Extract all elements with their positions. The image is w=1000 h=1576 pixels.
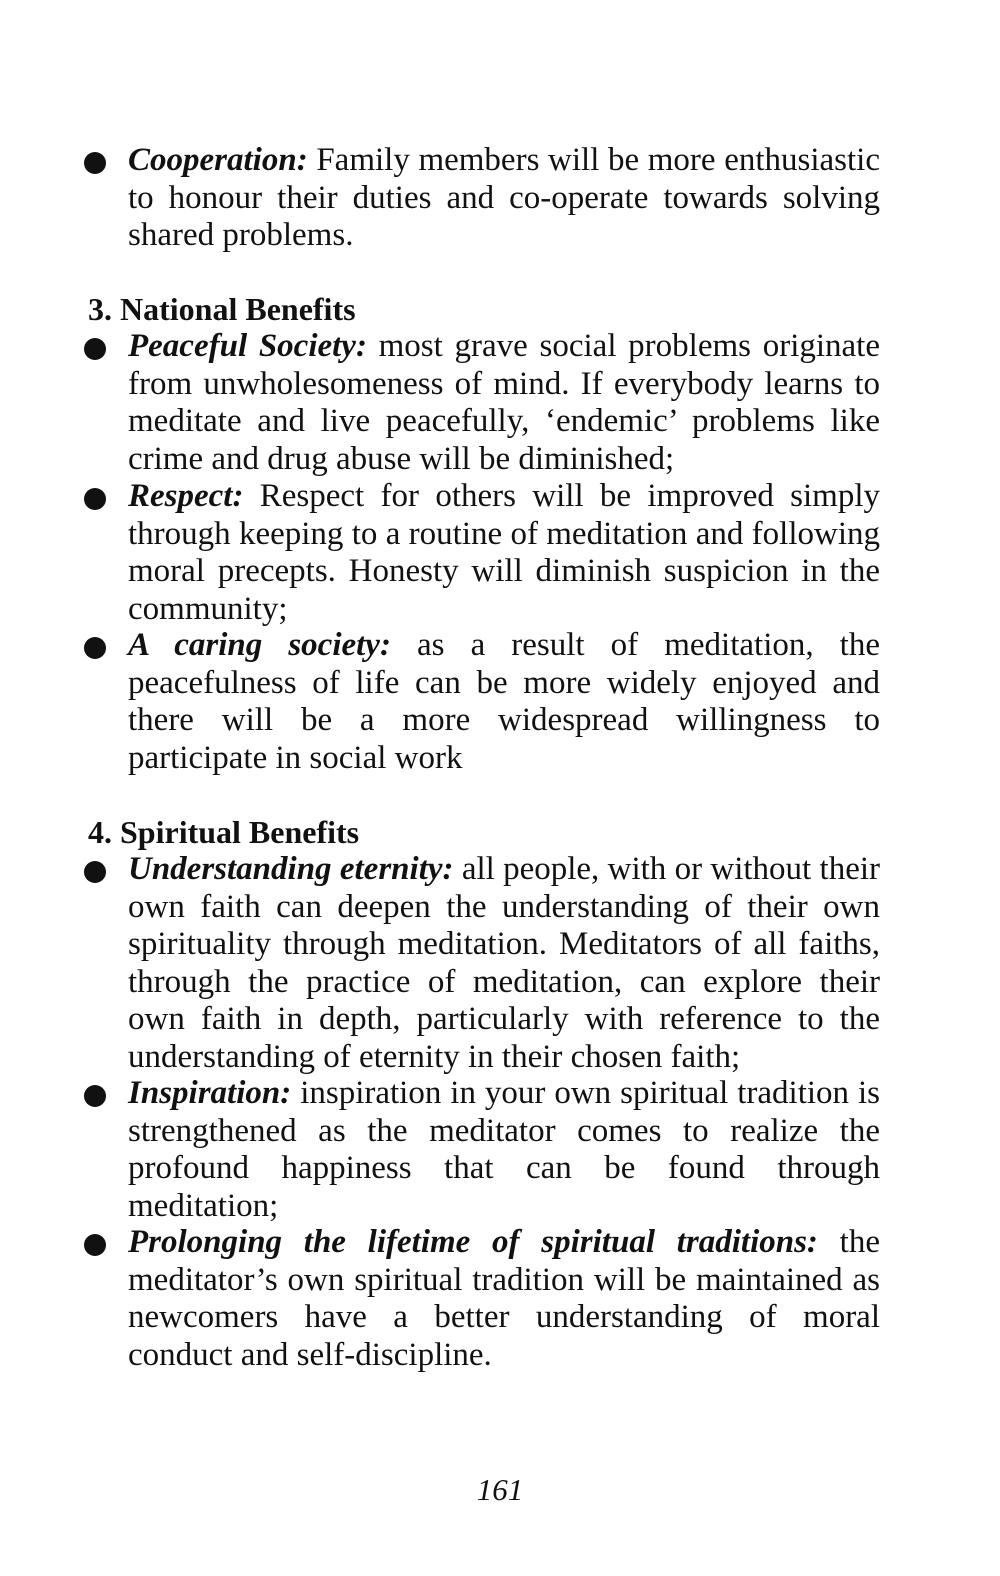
bullet-term: A caring society: — [128, 627, 418, 663]
bullet-term: Respect: — [128, 478, 260, 514]
bullet-respect — [128, 478, 880, 628]
bullet-caring-society — [128, 627, 880, 777]
bullet-term: Cooperation: — [128, 142, 317, 178]
bullet-dot — [84, 338, 106, 360]
bullet-term: Prolonging the lifetime of spiritual traditions: — [128, 1224, 840, 1260]
bullet-term: Understanding eternity: — [128, 851, 462, 887]
bullet-text: the meditator’s own spiritual tradition will be maintained as newcomers have a better understanding of moral conduct and self-discipline. — [128, 1224, 880, 1373]
page-number: 161 — [476, 1472, 524, 1507]
bullet-text: as a result of meditation, the peacefulness of life can be more widely enjoyed and there will be a more widespread willingness to participate in social work — [128, 627, 880, 776]
bullet-dot — [84, 1085, 106, 1107]
bullet-text: most grave social problems originate from unwholesomeness of mind. If everybody learns to meditate and live peacefully, ‘endemic’ problems like crime and drug abuse will be diminished; — [128, 328, 880, 477]
bullet-text: inspiration in your own spiritual tradition is strengthened as the meditator comes to realize the profound happiness that can be found through meditation; — [128, 1075, 880, 1224]
bullet-text: Respect for others will be improved simply through keeping to a routine of meditation and following moral precepts. Honesty will diminish suspicion in the community; — [128, 478, 880, 627]
bullet-text: Family members will be more enthusiastic to honour their duties and co-operate towards solving shared problems. — [128, 142, 880, 253]
bullet-dot — [84, 1234, 106, 1256]
section-heading-national: 3. National Benefits — [88, 291, 356, 327]
section-heading-spiritual: 4. Spiritual Benefits — [88, 814, 360, 850]
bullet-term: Inspiration: — [128, 1075, 301, 1111]
bullet-dot — [84, 152, 106, 174]
bullet-peaceful-society — [128, 328, 880, 478]
bullet-text: all people, with or without their own faith can deepen the understanding of their own spirituality through meditation. Meditators of all faiths, through the practice of meditation, can explore their own faith in depth, particularly with reference to the understanding of eternity in their chosen faith; — [128, 851, 880, 1075]
bullet-understanding-eternity — [128, 851, 880, 1076]
bullet-dot — [84, 861, 106, 883]
bullet-cooperation — [128, 142, 880, 255]
bullet-prolonging-traditions — [128, 1224, 880, 1374]
bullet-dot — [84, 637, 106, 659]
bullet-dot — [84, 488, 106, 510]
bullet-inspiration — [128, 1075, 880, 1225]
bullet-term: Peaceful Society: — [128, 328, 379, 364]
